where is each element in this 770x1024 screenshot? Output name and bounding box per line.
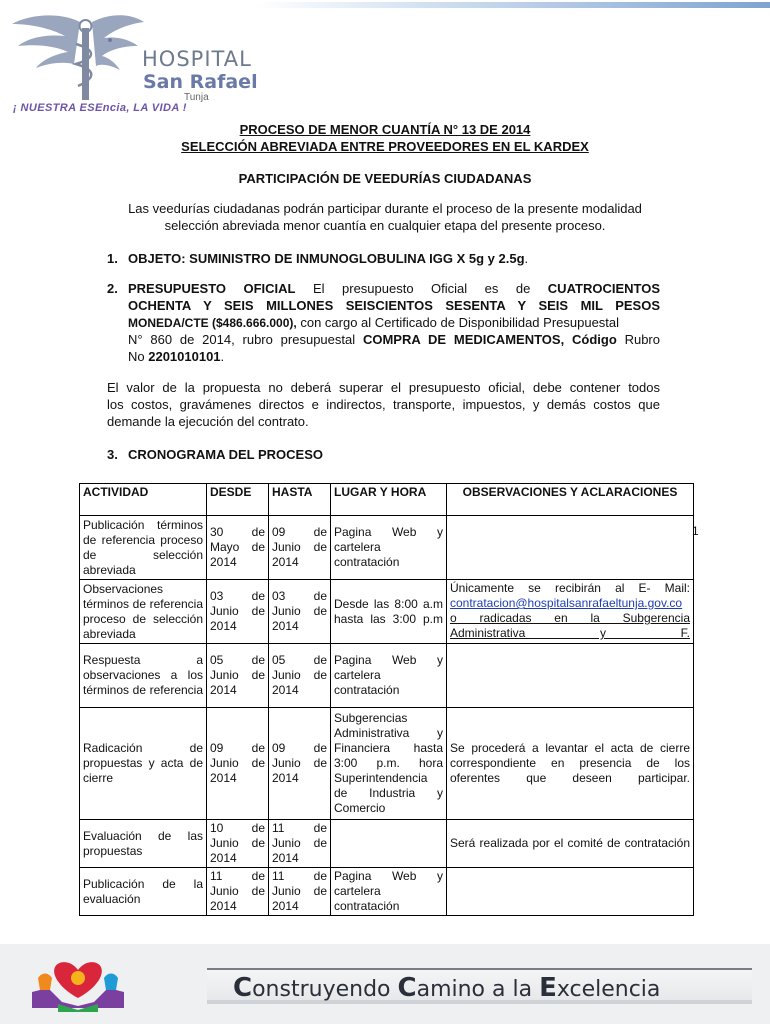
title-line-2: SELECCIÓN ABREVIADA ENTRE PROVEEDORES EN EL KARDEX bbox=[181, 139, 589, 154]
table-row bbox=[80, 516, 694, 580]
logo-city: Tunja bbox=[184, 92, 209, 103]
cell-lugar: Pagina Web y cartelera contratación bbox=[331, 868, 447, 916]
presupuesto-end: . bbox=[220, 349, 225, 364]
contact-email-link[interactable]: contratacion@hospitalsanrafaeltunja.gov.co bbox=[450, 596, 683, 610]
cell-observaciones: Se procederá a levantar el acta de cierre correspondiente en presencia de los oferentes que deseen participar. bbox=[447, 708, 694, 820]
presupuesto-rubro: COMPRA DE MEDICAMENTOS, Código bbox=[362, 332, 617, 347]
slogan-word-2: amino a la bbox=[416, 977, 540, 1002]
paragraph-line-3: demande la ejecución del contrato. bbox=[107, 414, 309, 429]
cell-actividad: Publicación de la evaluación bbox=[80, 868, 207, 916]
table-row bbox=[80, 708, 694, 820]
obs-text-post: o radicadas en la Subgerencia Administrativa y F. bbox=[450, 611, 690, 640]
presupuesto-text-2: con cargo al Certificado de Disponibilidad Presupuestal bbox=[296, 315, 620, 330]
cell-hasta: 09 de Junio de 2014 bbox=[269, 516, 331, 580]
cell-observaciones bbox=[447, 516, 694, 580]
presupuesto-text-4: Rubro bbox=[616, 332, 660, 347]
objeto-text: OBJETO: SUMINISTRO DE INMUNOGLOBULINA IGG X 5g y 2.5g bbox=[128, 251, 525, 266]
cell-actividad: Radicación de propuestas y acta de cierre bbox=[80, 708, 207, 820]
cell-desde: 09 de Junio de 2014 bbox=[207, 708, 269, 820]
cronograma-table bbox=[79, 483, 694, 916]
presupuesto-line-1 bbox=[128, 281, 660, 297]
obs-text-pre: Únicamente se recibirán al E- Mail: bbox=[450, 581, 690, 595]
table-row bbox=[80, 580, 694, 644]
cell-lugar: Desde las 8:00 a.m hasta las 3:00 p.m bbox=[331, 580, 447, 644]
intro-line-1: Las veedurías ciudadanas podrán participar durante el proceso de la presente modalidad bbox=[128, 201, 642, 216]
cell-observaciones bbox=[447, 868, 694, 916]
header-hasta: HASTA bbox=[269, 484, 331, 516]
cell-hasta: 03 de Junio de 2014 bbox=[269, 580, 331, 644]
table-row bbox=[80, 644, 694, 708]
paragraph-line-1: El valor de la propuesta no deberá superar el presupuesto oficial, debe contener todos bbox=[107, 380, 660, 395]
section-3-number: 3. bbox=[107, 447, 118, 462]
cell-desde: 03 de Junio de 2014 bbox=[207, 580, 269, 644]
table-row bbox=[80, 868, 694, 916]
footer-slogan-banner bbox=[207, 968, 752, 1004]
cell-hasta: 11 de Junio de 2014 bbox=[269, 820, 331, 868]
title-line-1: PROCESO DE MENOR CUANTÍA N° 13 DE 2014 bbox=[239, 122, 531, 137]
slogan-word-1: onstruyendo bbox=[252, 977, 398, 1002]
cell-hasta: 05 de Junio de 2014 bbox=[269, 644, 331, 708]
presupuesto-label: PRESUPUESTO OFICIAL bbox=[128, 281, 296, 296]
presupuesto-line-3 bbox=[128, 315, 660, 331]
presupuesto-text-3: N° 860 de 2014, rubro presupuestal bbox=[128, 332, 363, 347]
logo-hospital-word: HOSPITAL bbox=[142, 47, 252, 71]
cell-desde: 10 de Junio de 2014 bbox=[207, 820, 269, 868]
presupuesto-amount-1: CUATROCIENTOS bbox=[547, 281, 660, 296]
footer bbox=[0, 944, 770, 1024]
presupuesto-line-4 bbox=[128, 332, 660, 348]
section-2-number: 2. bbox=[107, 281, 118, 296]
slogan-initial-2: C bbox=[397, 973, 417, 1003]
cell-lugar bbox=[331, 820, 447, 868]
section-3-title: CRONOGRAMA DEL PROCESO bbox=[128, 447, 324, 462]
cell-desde: 30 de Mayo de 2014 bbox=[207, 516, 269, 580]
presupuesto-line-2: OCHENTA Y SEIS MILLONES SEISCIENTOS SESENTA Y SEIS MIL PESOS bbox=[128, 298, 660, 313]
cell-lugar: Subgerencias Administrativa y Financiera hasta 3:00 p.m. hora Superintendencia de Industria y Comercio bbox=[331, 708, 447, 820]
cell-observaciones bbox=[447, 580, 694, 644]
presupuesto-amount-3: MONEDA/CTE ($486.666.000), bbox=[128, 316, 297, 330]
intro-line-2: selección abreviada menor cuantía en cualquier etapa del presente proceso. bbox=[164, 218, 606, 233]
cell-observaciones: Será realizada por el comité de contratación bbox=[447, 820, 694, 868]
section-1-number: 1. bbox=[107, 251, 118, 266]
hospital-logo bbox=[10, 10, 260, 122]
winged-caduceus-icon bbox=[10, 10, 145, 105]
header-accent-line bbox=[255, 2, 770, 8]
table-header-row bbox=[80, 484, 694, 516]
cell-lugar: Pagina Web y cartelera contratación bbox=[331, 644, 447, 708]
cell-actividad: Observaciones términos de referencia proceso de selección abreviada bbox=[80, 580, 207, 644]
cell-lugar: Pagina Web y cartelera contratación bbox=[331, 516, 447, 580]
cell-actividad: Respuesta a observaciones a los términos de referencia bbox=[80, 644, 207, 708]
cell-hasta: 11 de Junio de 2014 bbox=[269, 868, 331, 916]
table-row bbox=[80, 820, 694, 868]
cell-desde: 05 de Junio de 2014 bbox=[207, 644, 269, 708]
presupuesto-line-5 bbox=[128, 349, 224, 365]
slogan-word-3: xcelencia bbox=[556, 977, 661, 1002]
presupuesto-text-5: No bbox=[128, 349, 149, 364]
page-number: 1 bbox=[692, 524, 699, 538]
header-desde: DESDE bbox=[207, 484, 269, 516]
presupuesto-text-1: El presupuesto Oficial es de bbox=[295, 281, 548, 296]
hands-heart-logo-icon bbox=[28, 948, 128, 1018]
header-lugar: LUGAR Y HORA bbox=[331, 484, 447, 516]
logo-hospital-name: San Rafael bbox=[143, 71, 258, 93]
footer-slogan-text bbox=[233, 973, 660, 1003]
header-actividad: ACTIVIDAD bbox=[80, 484, 207, 516]
cell-actividad: Publicación términos de referencia proceso de selección abreviada bbox=[80, 516, 207, 580]
cell-hasta: 09 de Junio de 2014 bbox=[269, 708, 331, 820]
subtitle: PARTICIPACIÓN DE VEEDURÍAS CIUDADANAS bbox=[238, 171, 532, 186]
objeto-end: . bbox=[524, 251, 529, 266]
header-observaciones: OBSERVACIONES Y ACLARACIONES bbox=[447, 484, 694, 516]
cell-desde: 11 de Junio de 2014 bbox=[207, 868, 269, 916]
paragraph-line-2: los costos, gravámenes directos e indirectos, transporte, impuestos, y demás costos que bbox=[107, 397, 660, 412]
cell-actividad: Evaluación de las propuestas bbox=[80, 820, 207, 868]
cell-observaciones bbox=[447, 644, 694, 708]
presupuesto-code: 2201010101 bbox=[148, 349, 221, 364]
slogan-initial-1: C bbox=[233, 973, 253, 1003]
slogan-initial-3: E bbox=[539, 973, 557, 1003]
section-1-objeto bbox=[128, 251, 528, 267]
logo-slogan: ¡ NUESTRA ESEncia, LA VIDA ! bbox=[13, 102, 187, 114]
